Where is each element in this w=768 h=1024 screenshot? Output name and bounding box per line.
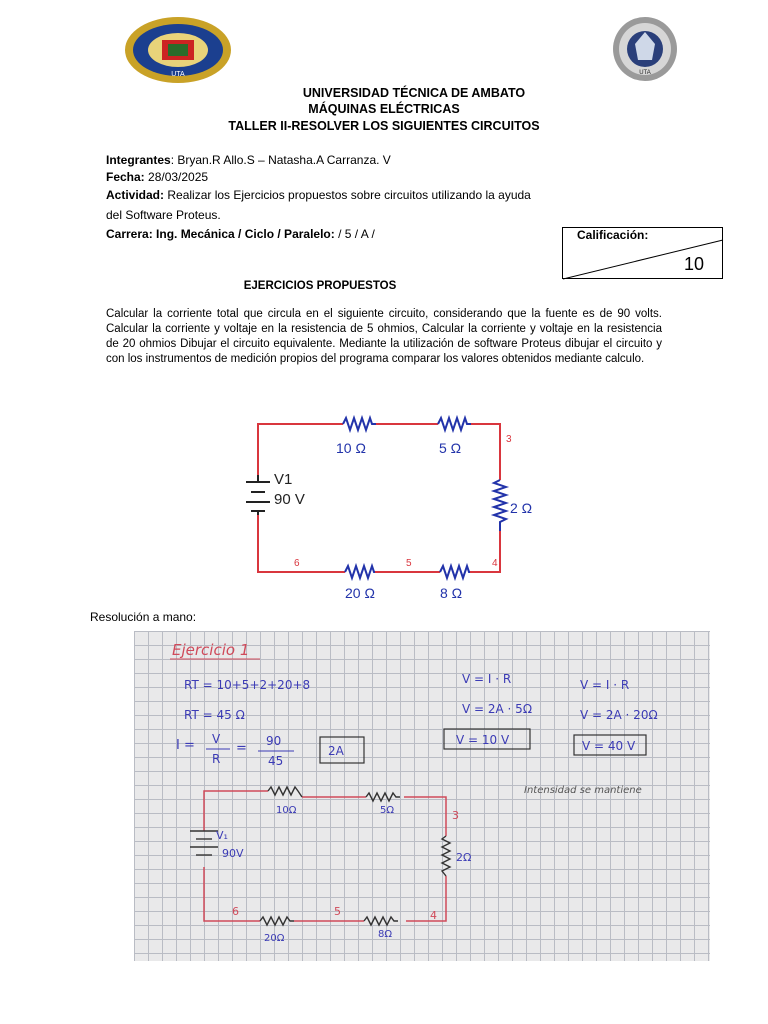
circuit-diagram xyxy=(230,405,540,605)
fecha-label: Fecha: xyxy=(106,170,145,184)
resistor-10 xyxy=(343,418,376,430)
label-r8: 8 Ω xyxy=(440,585,463,601)
node-3: 3 xyxy=(506,434,512,445)
resolution-label: Resolución a mano: xyxy=(90,610,197,624)
fecha-line xyxy=(106,170,208,184)
grade-value: 10 xyxy=(684,254,705,274)
hw-v2-formula: V = I · R xyxy=(580,678,630,692)
source-name: V1 xyxy=(274,471,293,488)
hw-node-6: 6 xyxy=(232,905,239,918)
hw-v1-result: V = 10 V xyxy=(456,733,510,747)
carrera-label: Carrera: Ing. Mecánica / Ciclo / Paralelo: xyxy=(106,227,335,241)
hw-r1: 10Ω xyxy=(276,805,297,816)
fecha-value: 28/03/2025 xyxy=(144,170,209,184)
seal-text: UTA xyxy=(171,71,185,78)
gear-logo-text: UTA xyxy=(639,70,651,76)
university-title: UNIVERSIDAD TÉCNICA DE AMBATO xyxy=(302,86,526,100)
hw-i-num: 90 xyxy=(266,734,282,748)
actividad-line xyxy=(106,188,531,202)
hw-r4: 8Ω xyxy=(378,929,393,940)
carrera-value: / 5 / A / xyxy=(334,227,375,241)
hw-v1-sub: V = 2A · 5Ω xyxy=(462,702,532,716)
exercises-title: EJERCICIOS PROPUESTOS xyxy=(243,280,397,292)
hw-r5: 20Ω xyxy=(264,933,285,944)
actividad-value: Realizar los Ejercicios propuestos sobre circuitos utilizando la ayuda xyxy=(164,188,531,202)
actividad-label: Actividad: xyxy=(106,188,165,202)
resistor-20 xyxy=(345,566,375,578)
resistor-8 xyxy=(440,566,470,578)
hw-r3: 2Ω xyxy=(456,851,472,864)
hw-rt-sum: RT = 10+5+2+20+8 xyxy=(184,678,311,692)
hw-source-name: V₁ xyxy=(216,829,228,842)
hw-node-4: 4 xyxy=(430,909,437,922)
engineering-gear-logo xyxy=(600,14,690,84)
label-r10: 10 Ω xyxy=(336,440,366,456)
node-5: 5 xyxy=(406,558,412,569)
node-6: 6 xyxy=(294,558,300,569)
label-r2: 2 Ω xyxy=(510,500,533,516)
grade-label: Calificación: xyxy=(577,228,649,242)
university-seal-logo xyxy=(124,16,232,84)
hw-i-den: 45 xyxy=(268,754,284,768)
integrantes-value: : Bryan.R Allo.S – Natasha.A Carranza. V xyxy=(170,153,391,167)
integrantes-label: Integrantes xyxy=(106,153,171,167)
node-4: 4 xyxy=(492,558,498,569)
hw-v2-result: V = 40 V xyxy=(582,739,636,753)
resistor-5 xyxy=(438,418,471,430)
hw-i-result: 2A xyxy=(328,744,344,758)
integrantes-line xyxy=(106,153,391,167)
hw-v2-sub: V = 2A · 20Ω xyxy=(580,708,658,722)
hw-node-3: 3 xyxy=(452,809,459,822)
workshop-title: TALLER II-RESOLVER LOS SIGUIENTES CIRCUITOS xyxy=(228,119,540,133)
source-value: 90 V xyxy=(274,491,305,508)
hw-source-value: 90V xyxy=(222,847,244,860)
hw-note: Intensidad se mantiene xyxy=(524,785,642,796)
hw-i-lhs: I = xyxy=(176,738,195,753)
hw-rt-value: RT = 45 Ω xyxy=(184,708,245,722)
hw-r2: 5Ω xyxy=(380,805,395,816)
exercise-statement: Calcular la corriente total que circula en el siguiente circuito, considerando que la fuente es de 90 volts. Calcular la corriente y voltaje en la resistencia de 5 ohmios, Calcular la corriente y voltaje en la resistencia de 20 ohmios Dibujar el circuito equivalente. Mediante la utilización de software Proteus dibujar el circuito y con los instrumentos de medición propios del programa comparar los valores obtenidos mediante calculo. xyxy=(106,308,662,365)
actividad-continuation: del Software Proteus. xyxy=(106,208,221,222)
resistor-2 xyxy=(494,480,506,531)
hw-title: Ejercicio 1 xyxy=(172,641,250,659)
hw-node-5: 5 xyxy=(334,905,341,918)
subject-title: MÁQUINAS ELÉCTRICAS xyxy=(308,102,460,116)
hw-i-eq: = xyxy=(236,741,247,756)
label-r20: 20 Ω xyxy=(345,585,375,601)
hw-i-v: V xyxy=(212,732,221,746)
carrera-line xyxy=(106,227,375,241)
handwritten-resolution-photo xyxy=(134,631,710,961)
hw-i-r: R xyxy=(212,752,221,766)
hw-v1-formula: V = I · R xyxy=(462,672,512,686)
label-r5: 5 Ω xyxy=(439,440,462,456)
